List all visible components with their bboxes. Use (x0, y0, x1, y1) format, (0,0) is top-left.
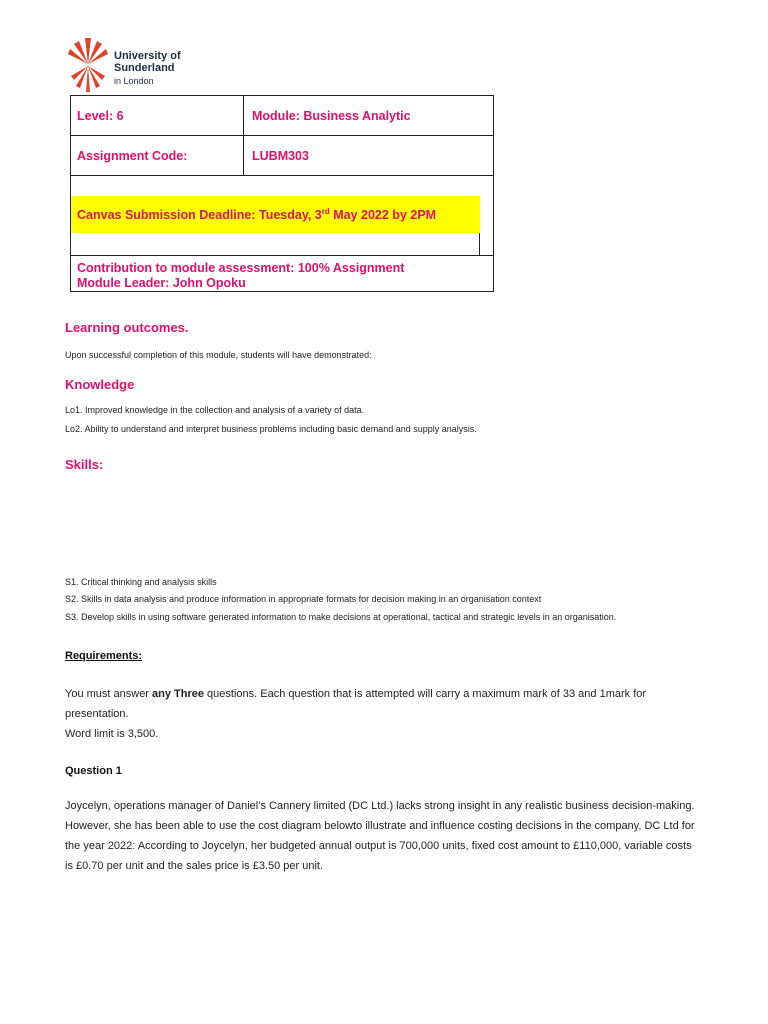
requirements-line-3: Word limit is 3,500. (65, 728, 159, 740)
learning-outcomes-intro: Upon successful completion of this module, students will have demonstrated: (65, 350, 372, 360)
table-row-contribution (71, 256, 493, 293)
requirements-line-1: You must answer any Three questions. Each question that is attempted will carry a maximum mark of 33 and 1mark for (65, 688, 647, 700)
table-divider-stub (479, 233, 480, 256)
module-leader-text: Module Leader: John Opoku (77, 276, 246, 290)
requirements-line-2: presentation. (65, 708, 129, 720)
question-1-line: Joycelyn, operations manager of Daniel’s Cannery limited (DC Ltd.) lacks strong insight in any realistic business decision-making. (65, 800, 695, 812)
deadline-text: Canvas Submission Deadline: Tuesday, 3rd May 2022 by 2PM (77, 207, 437, 223)
knowledge-item: Lo1. Improved knowledge in the collection and analysis of a variety of data. (65, 405, 365, 415)
logo-line-3: in London (114, 76, 154, 86)
module-text: Module: Business Analytic (252, 109, 411, 123)
skills-item: S3. Develop skills in using software generated information to make decisions at operational, tactical and strategic levels in an organisation. (65, 612, 617, 622)
table-row-deadline (71, 176, 493, 256)
requirements-heading: Requirements: (65, 650, 143, 662)
level-text: Level: 6 (77, 109, 124, 123)
knowledge-item: Lo2. Ability to understand and interpret business problems including basic demand and supply analysis. (65, 424, 477, 434)
learning-outcomes-heading: Learning outcomes. (65, 320, 189, 335)
contribution-text: Contribution to module assessment: 100% Assignment (77, 261, 405, 275)
deadline-highlight (71, 196, 480, 233)
assignment-code-value: LUBM303 (252, 149, 309, 163)
skills-item: S2. Skills in data analysis and produce information in appropriate formats for decision making in an organisation context (65, 594, 542, 604)
question-1-line: is £0.70 per unit and the sales price is £3.50 per unit. (65, 860, 324, 872)
table-row-level (71, 96, 493, 136)
skills-item: S1. Critical thinking and analysis skills (65, 577, 217, 587)
logo-line-2: Sunderland (114, 62, 175, 74)
question-1-text (65, 796, 705, 876)
question-1-line: the year 2022: According to Joycelyn, her budgeted annual output is 700,000 units, fixed cost amount to £110,000, variable costs (65, 840, 692, 852)
question-1-line: However, she has been able to use the cost diagram belowto illustrate and influence costing decisions in the company, DC Ltd for (65, 820, 695, 832)
knowledge-heading: Knowledge (65, 377, 135, 392)
logo-line-1: University of (114, 50, 181, 62)
university-logo (68, 36, 198, 94)
assignment-header-table (70, 95, 494, 292)
requirements-text (65, 684, 705, 744)
table-row-assignment-code (71, 136, 493, 176)
sunburst-logo-icon (68, 36, 108, 92)
skills-heading: Skills: (65, 457, 104, 472)
assignment-code-label: Assignment Code: (77, 149, 188, 163)
question-1-heading: Question 1 (65, 765, 122, 777)
